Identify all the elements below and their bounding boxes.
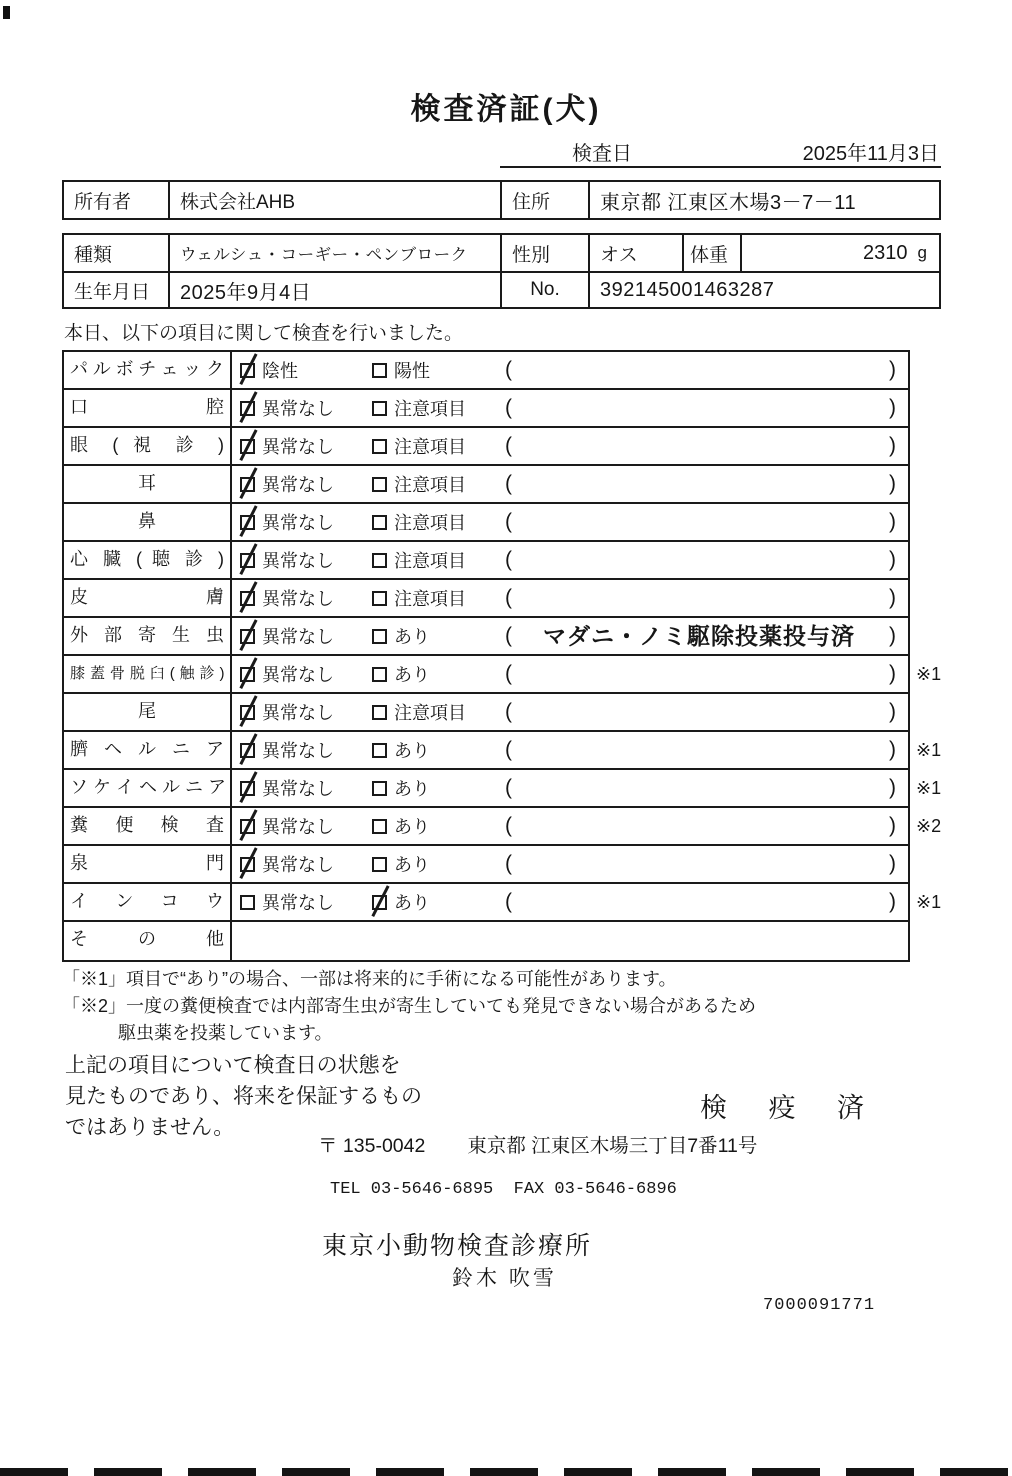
item-content (232, 732, 942, 768)
checkbox-icon (372, 781, 387, 796)
item-label: 心 臓 ( 聴 診 ) (64, 542, 232, 578)
option-2 (372, 808, 430, 844)
footnote-ref: ※1 (916, 892, 942, 912)
item-content (232, 390, 908, 426)
paren-close: ) (889, 890, 896, 913)
option-1 (240, 580, 334, 616)
checkbox-icon (240, 629, 255, 644)
option-1 (240, 542, 334, 578)
owner-row (64, 182, 939, 218)
paren-open: ( (505, 434, 512, 457)
item-label: 口 腔 (64, 390, 232, 426)
checklist-row (64, 504, 908, 542)
checklist-row (64, 770, 942, 808)
option-label: あり (394, 627, 430, 647)
option-1 (240, 846, 334, 882)
birth-label: 生年月日 (64, 273, 170, 307)
paren-open: ( (505, 548, 512, 571)
item-label: 泉 門 (64, 846, 232, 882)
checkbox-icon (240, 553, 255, 568)
option-label: 陽性 (394, 361, 430, 381)
item-label: イ ン コ ウ (64, 884, 232, 920)
item-label: 臍 ヘ ル ニ ア (64, 732, 232, 768)
sex-value: オス (590, 235, 684, 271)
checkbox-icon (372, 401, 387, 416)
paren-open: ( (505, 358, 512, 381)
paren-close: ) (889, 548, 896, 571)
option-label: 注意項目 (394, 589, 466, 609)
option-label: 注意項目 (394, 437, 466, 457)
option-label: 異常なし (262, 855, 334, 875)
option-label: 異常なし (262, 893, 334, 913)
checkbox-icon (372, 591, 387, 606)
item-content (232, 542, 908, 578)
checkbox-icon (372, 515, 387, 530)
checklist-row (64, 732, 942, 770)
paren-close: ) (889, 700, 896, 723)
paren-open: ( (505, 586, 512, 609)
item-label: 糞 便 検 査 (64, 808, 232, 844)
scan-artifact-top (3, 6, 10, 19)
weight-value-cell (742, 235, 939, 271)
pet-breed-row (64, 235, 939, 271)
inspection-date-row (500, 136, 941, 168)
option-1 (240, 656, 334, 692)
item-content (232, 694, 908, 730)
paren-close: ) (889, 434, 896, 457)
checkbox-icon (372, 629, 387, 644)
option-label: 異常なし (262, 589, 334, 609)
option-2 (372, 466, 466, 502)
option-1 (240, 770, 334, 806)
option-1 (240, 352, 298, 388)
option-label: 異常なし (262, 779, 334, 799)
item-content (232, 808, 942, 844)
footnote-2-continued: 駆虫薬を投薬しています。 (118, 1023, 333, 1043)
document-title: 検査済証(犬) (410, 93, 602, 126)
checklist-table (62, 350, 942, 962)
breed-label: 種類 (64, 235, 170, 271)
checklist-row (64, 618, 908, 656)
item-label: 尾 (64, 694, 232, 730)
checkbox-icon (372, 363, 387, 378)
item-label: 耳 (64, 466, 232, 502)
option-label: あり (394, 665, 430, 685)
checklist-row (64, 884, 942, 922)
paren-open: ( (505, 738, 512, 761)
option-2 (372, 618, 430, 654)
checklist-row (64, 390, 908, 428)
clinic-address: 東京都 江東区木場三丁目7番11号 (467, 1135, 758, 1157)
paren-close: ) (889, 396, 896, 419)
footnotes (62, 966, 756, 1047)
paren-open: ( (505, 890, 512, 913)
checkbox-icon (240, 591, 255, 606)
option-2 (372, 846, 430, 882)
paren-open: ( (505, 472, 512, 495)
clinic-signer-name: 鈴木 吹雪 (452, 1267, 557, 1290)
weight-value: 2310 (863, 241, 908, 264)
checkbox-icon (372, 857, 387, 872)
option-1 (240, 390, 334, 426)
checkbox-icon (240, 477, 255, 492)
option-label: 注意項目 (394, 513, 466, 533)
paren-close: ) (889, 510, 896, 533)
option-label: あり (394, 779, 430, 799)
item-content (232, 428, 908, 464)
option-2 (372, 542, 466, 578)
weight-unit: g (917, 243, 927, 262)
checkbox-icon (240, 401, 255, 416)
checkbox-icon (240, 515, 255, 530)
paren-open: ( (505, 814, 512, 837)
option-2 (372, 694, 466, 730)
checkbox-icon (240, 781, 255, 796)
checkbox-icon (372, 477, 387, 492)
option-2 (372, 390, 466, 426)
paren-close: ) (889, 586, 896, 609)
option-label: 異常なし (262, 475, 334, 495)
option-1 (240, 618, 334, 654)
option-1 (240, 504, 334, 540)
item-content (232, 846, 908, 882)
inspection-date-value: 2025年11月3日 (802, 142, 939, 165)
disclaimer-line-1: 上記の項目について検査日の状態を (65, 1054, 401, 1077)
option-1 (240, 694, 334, 730)
checkbox-icon (240, 895, 255, 910)
option-1 (240, 428, 334, 464)
option-label: 異常なし (262, 627, 334, 647)
option-label: 注意項目 (394, 475, 466, 495)
clinic-name: 東京小動物検査診療所 (322, 1232, 593, 1260)
option-2 (372, 770, 430, 806)
footnote-ref: ※1 (916, 778, 942, 798)
checkbox-icon (240, 667, 255, 682)
paren-open: ( (505, 776, 512, 799)
paren-open: ( (505, 510, 512, 533)
option-2 (372, 884, 430, 920)
checklist-row (64, 656, 942, 694)
disclaimer-line-3: ではありません。 (65, 1116, 235, 1139)
weight-label: 体重 (684, 235, 742, 271)
checklist-row (64, 352, 908, 390)
pet-birth-row (64, 271, 939, 307)
clinic-postal-code: 〒 135-0042 (318, 1135, 426, 1157)
option-label: あり (394, 855, 430, 875)
clinic-tel-fax: TEL 03-5646-6895 FAX 03-5646-6896 (330, 1180, 677, 1199)
owner-name: 株式会社AHB (170, 182, 502, 218)
item-label: 皮 膚 (64, 580, 232, 616)
pet-table (62, 233, 941, 309)
option-label: 注意項目 (394, 551, 466, 571)
option-2 (372, 580, 466, 616)
option-1 (240, 808, 334, 844)
no-value: 392145001463287 (600, 278, 775, 301)
option-label: 異常なし (262, 741, 334, 761)
checkbox-icon (372, 553, 387, 568)
paren-close: ) (889, 472, 896, 495)
item-content (232, 618, 908, 654)
checkbox-icon (372, 439, 387, 454)
option-label: 異常なし (262, 703, 334, 723)
option-2 (372, 504, 466, 540)
intro-text: 本日、以下の項目に関して検査を行いました。 (64, 323, 464, 344)
checkbox-icon (240, 743, 255, 758)
disclaimer-line-2: 見たものであり、将来を保証するもの (65, 1085, 422, 1108)
checklist-row (64, 808, 942, 846)
option-1 (240, 466, 334, 502)
paren-close: ) (889, 852, 896, 875)
option-label: あり (394, 817, 430, 837)
option-label: 異常なし (262, 513, 334, 533)
paren-close: ) (889, 814, 896, 837)
checkbox-icon (372, 743, 387, 758)
checkbox-icon (372, 667, 387, 682)
checklist-row (64, 580, 908, 618)
paren-note: マダニ・ノミ駆除投薬投与済 (543, 623, 855, 649)
footnote-ref: ※1 (916, 664, 942, 684)
option-label: 異常なし (262, 437, 334, 457)
clinic-postal-line (318, 1130, 757, 1158)
checkbox-icon (240, 857, 255, 872)
option-2 (372, 352, 430, 388)
owner-table (62, 180, 941, 220)
option-2 (372, 428, 466, 464)
sex-label: 性別 (502, 235, 590, 271)
option-label: 注意項目 (394, 399, 466, 419)
item-label: 眼 ( 視 診 ) (64, 428, 232, 464)
inspection-date-label: 検査日 (572, 142, 632, 165)
option-label: 異常なし (262, 817, 334, 837)
item-content (232, 466, 908, 502)
item-label: 外 部 寄 生 虫 (64, 618, 232, 654)
option-2 (372, 732, 430, 768)
item-content (232, 656, 942, 692)
quarantine-stamp: 検 疫 済 (700, 1093, 882, 1123)
document-serial-number: 7000091771 (763, 1296, 876, 1315)
checklist-row (64, 922, 908, 960)
checkbox-icon (240, 439, 255, 454)
checkbox-icon (372, 705, 387, 720)
footnote-1: 「※1」項目で“あり”の場合、一部は将来的に手術になる可能性があります。 (62, 969, 677, 989)
checklist-row (64, 846, 908, 884)
breed-value: ウェルシュ・コーギー・ペンブローク (170, 235, 502, 271)
option-label: 異常なし (262, 399, 334, 419)
checklist-row (64, 542, 908, 580)
option-label: 異常なし (262, 665, 334, 685)
option-label: 陰性 (262, 361, 298, 381)
item-label: そ の 他 (64, 922, 232, 960)
owner-label: 所有者 (64, 182, 170, 218)
birth-value: 2025年9月4日 (170, 273, 502, 307)
paren-close: ) (889, 738, 896, 761)
item-content (232, 922, 908, 960)
item-label: ソ ケ イ ヘ ル ニ ア (64, 770, 232, 806)
item-content (232, 770, 942, 806)
checklist-row (64, 694, 908, 732)
paren-close: ) (889, 624, 896, 647)
option-label: あり (394, 893, 430, 913)
paren-open: ( (505, 662, 512, 685)
owner-address-label: 住所 (502, 182, 590, 218)
item-content (232, 352, 908, 388)
item-content (232, 504, 908, 540)
no-label: No. (502, 273, 590, 307)
checklist-row (64, 466, 908, 504)
option-1 (240, 884, 334, 920)
paren-open: ( (505, 624, 512, 647)
item-content (232, 884, 942, 920)
item-content (232, 580, 908, 616)
checklist-row (64, 428, 908, 466)
footnote-2: 「※2」一度の糞便検査では内部寄生虫が寄生していても発見できない場合があるため (62, 996, 757, 1016)
scan-artifact-bottom (0, 1468, 1012, 1476)
option-label: 異常なし (262, 551, 334, 571)
footnote-ref: ※2 (916, 816, 942, 836)
paren-open: ( (505, 700, 512, 723)
option-label: あり (394, 741, 430, 761)
paren-close: ) (889, 776, 896, 799)
item-label: 膝蓋骨脱臼(触診) (64, 656, 232, 692)
owner-address: 東京都 江東区木場3－7－11 (600, 191, 857, 214)
item-label: パルボチェック (64, 352, 232, 388)
checkbox-icon (240, 363, 255, 378)
checkbox-icon (240, 819, 255, 834)
paren-open: ( (505, 852, 512, 875)
paren-close: ) (889, 662, 896, 685)
footnote-ref: ※1 (916, 740, 942, 760)
checkbox-icon (372, 819, 387, 834)
paren-open: ( (505, 396, 512, 419)
item-label: 鼻 (64, 504, 232, 540)
option-2 (372, 656, 430, 692)
checkbox-icon (372, 895, 387, 910)
checkbox-icon (240, 705, 255, 720)
option-label: 注意項目 (394, 703, 466, 723)
option-1 (240, 732, 334, 768)
paren-close: ) (889, 358, 896, 381)
